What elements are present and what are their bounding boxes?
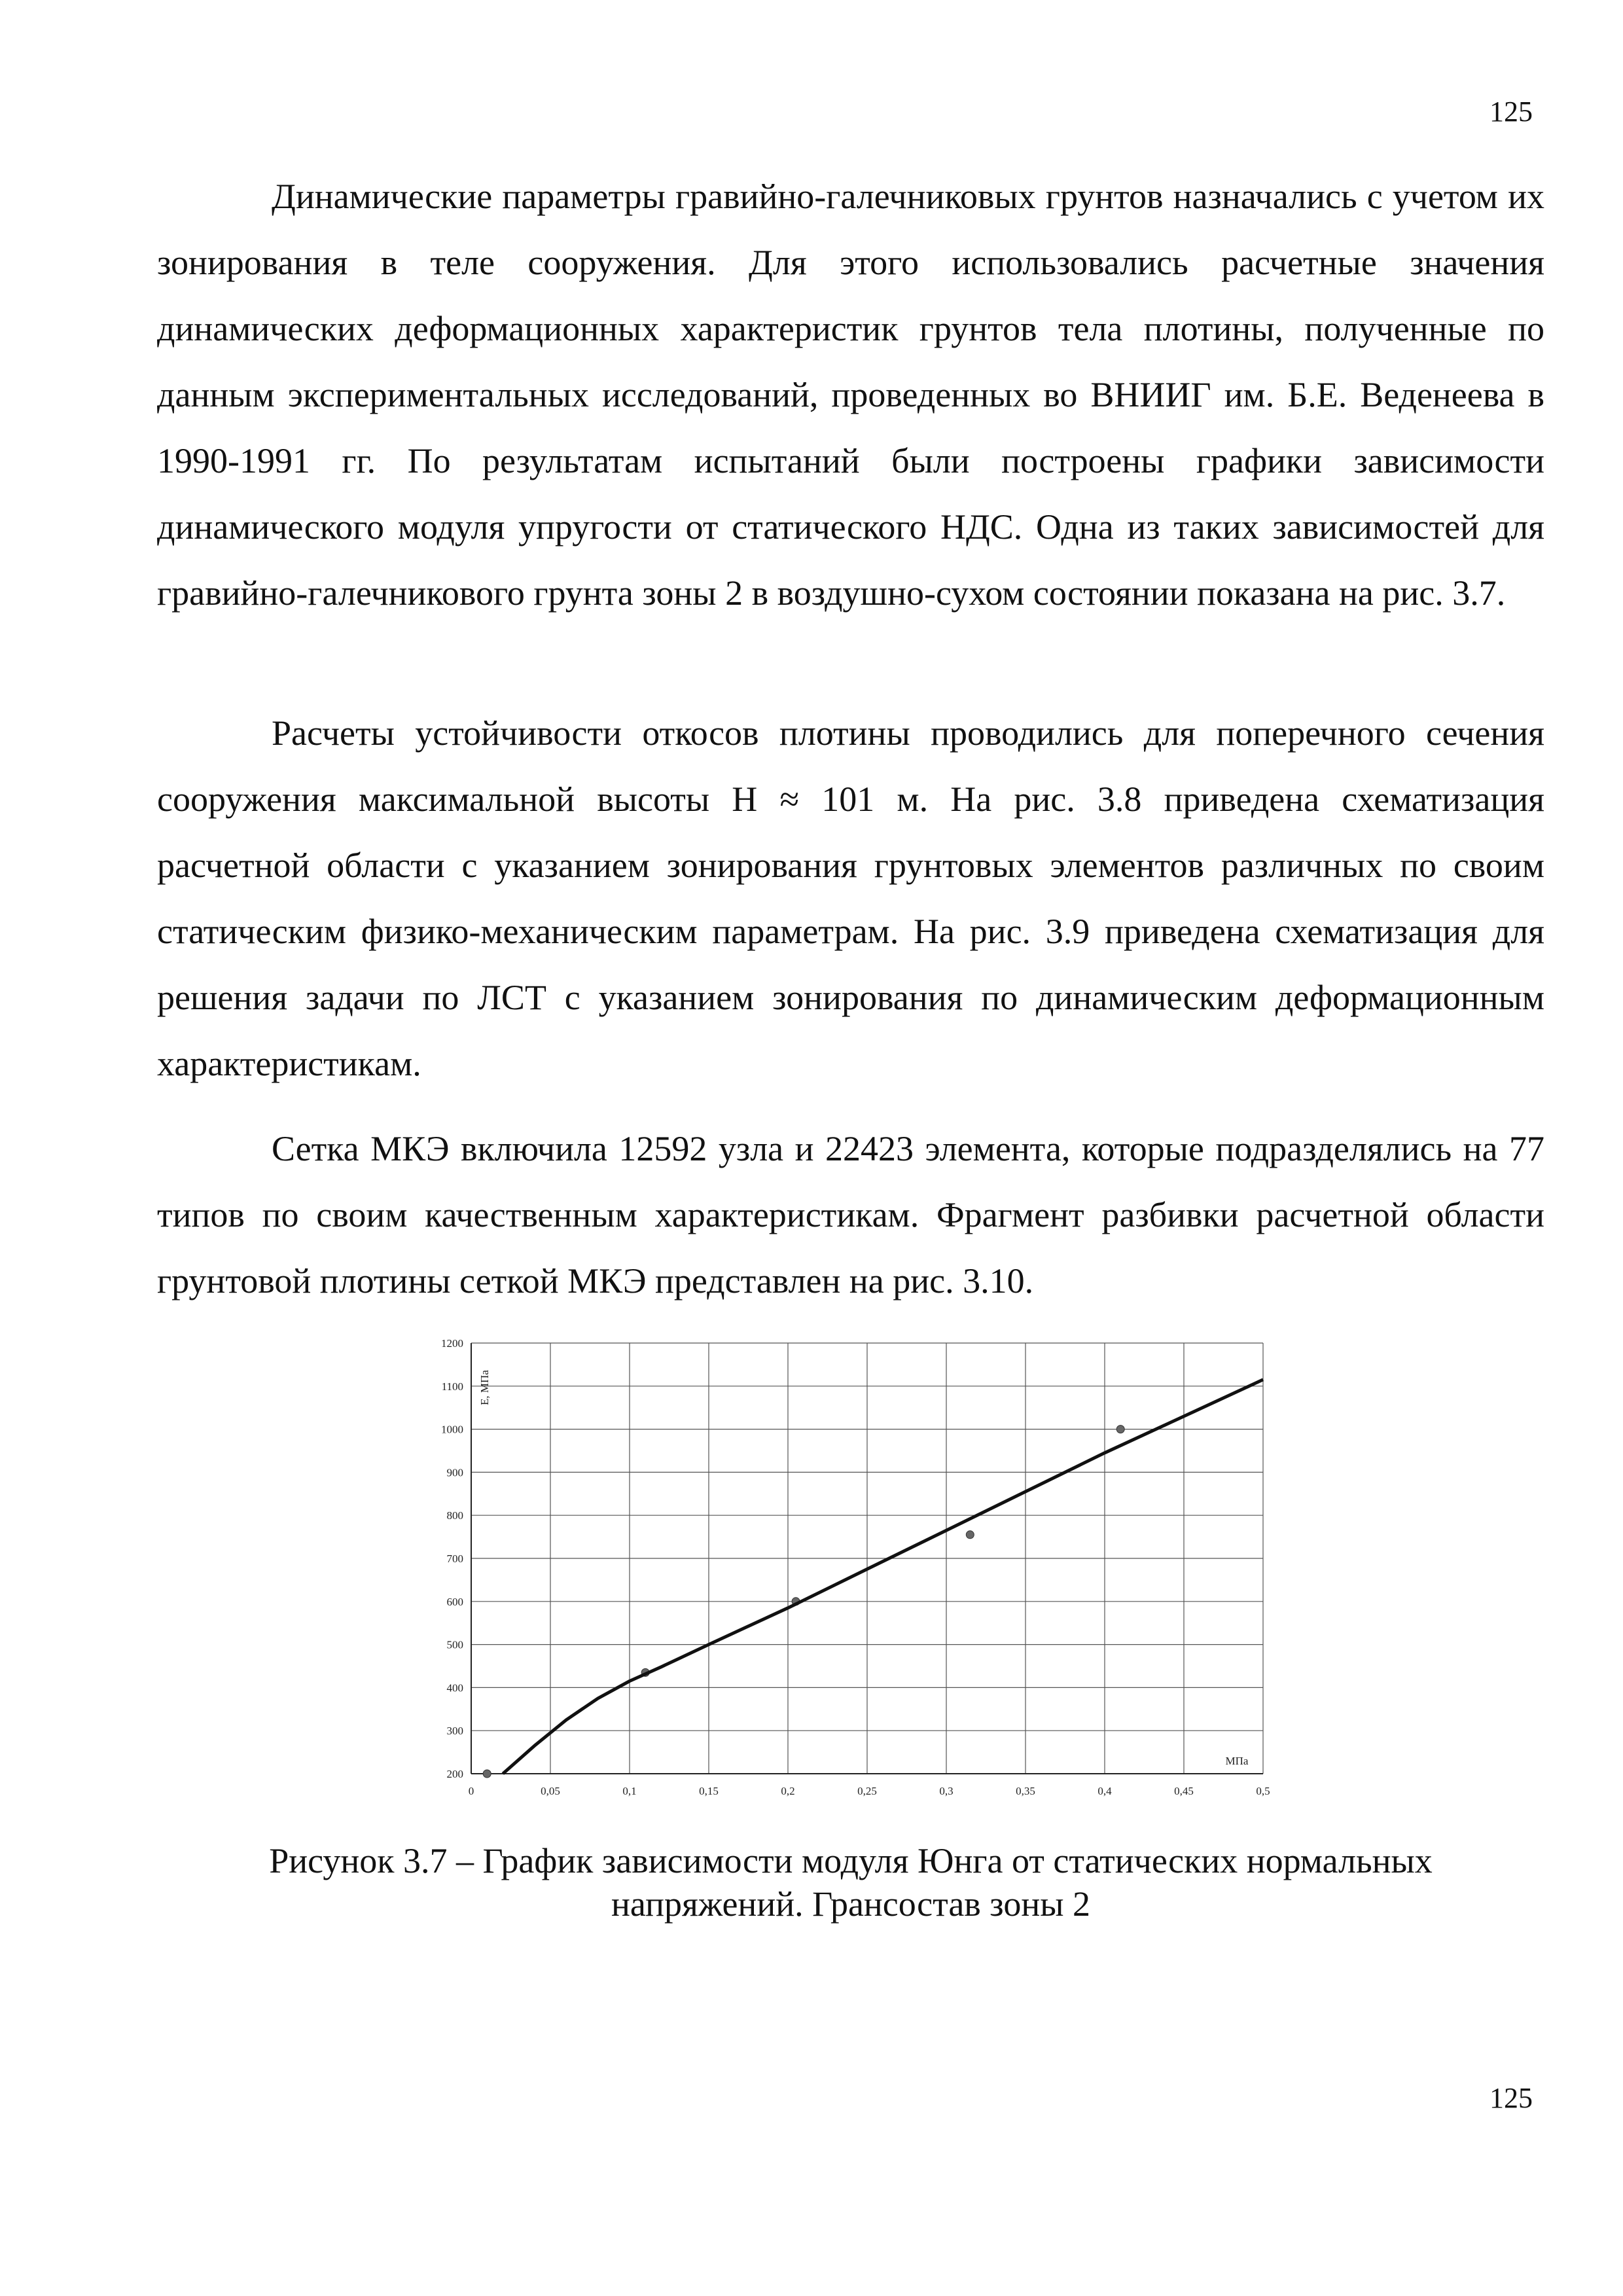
chart-svg	[419, 1329, 1283, 1806]
x-tick-label: 0,25	[857, 1785, 877, 1797]
x-tick-label: 0	[468, 1785, 474, 1797]
data-point	[483, 1770, 491, 1778]
figure-3-7-chart	[419, 1329, 1283, 1806]
y-tick-label: 600	[446, 1595, 463, 1608]
x-tick-label: 0,35	[1016, 1785, 1035, 1797]
page-number-bottom: 125	[1489, 2082, 1533, 2114]
x-tick-label: 0,05	[541, 1785, 560, 1797]
caption-line-2: напряжений. Грансостав зоны 2	[611, 1884, 1091, 1924]
y-tick-label: 400	[446, 1681, 463, 1695]
page-number-top: 125	[1489, 96, 1533, 128]
y-tick-label: 1000	[441, 1423, 463, 1436]
y-tick-label: 800	[446, 1509, 463, 1522]
y-tick-label: 900	[446, 1466, 463, 1479]
figure-caption	[157, 1839, 1544, 1926]
x-tick-label: 0,5	[1256, 1785, 1270, 1797]
x-axis-label: МПа	[1225, 1755, 1249, 1767]
caption-line-1: Рисунок 3.7 – График зависимости модуля Юнга от статических нормальных	[269, 1841, 1433, 1880]
x-tick-label: 0,15	[699, 1785, 719, 1797]
y-tick-label: 500	[446, 1638, 463, 1651]
chart-series	[483, 1380, 1263, 1778]
x-tick-label: 0,1	[622, 1785, 637, 1797]
y-tick-label: 200	[446, 1768, 463, 1780]
x-tick-label: 0,3	[939, 1785, 954, 1797]
paragraph-2	[157, 700, 1544, 1097]
chart-labels	[441, 1337, 1270, 1797]
fit-line	[503, 1380, 1263, 1774]
paragraph-3-text: Сетка МКЭ включила 12592 узла и 22423 элемента, которые подразделялись на 77 типов по своим качественным характеристикам. Фрагмент разбивки расчетной области грунтовой плотины сеткой МКЭ представлен на рис. 3.10.	[157, 1129, 1544, 1300]
y-axis-label: E, МПа	[478, 1370, 491, 1405]
paragraph-1	[157, 164, 1544, 626]
x-tick-label: 0,4	[1097, 1785, 1112, 1797]
x-tick-label: 0,2	[781, 1785, 795, 1797]
y-tick-label: 1100	[441, 1380, 463, 1393]
y-tick-label: 700	[446, 1552, 463, 1565]
y-tick-label: 1200	[441, 1337, 463, 1350]
data-point	[966, 1531, 974, 1539]
data-point	[1116, 1426, 1124, 1433]
paragraph-2-text: Расчеты устойчивости откосов плотины проводились для поперечного сечения сооружения максимальной высоты H ≈ 101 м. На рис. 3.8 приведена схематизация расчетной области с указанием зонирования грунтовых элементов различных по своим статическим физико-механическим параметрам. На рис. 3.9 приведена схематизация для решения задачи по ЛСТ с указанием зонирования по динамическим деформационным характеристикам.	[157, 713, 1544, 1083]
paragraph-1-text: Динамические параметры гравийно-галечниковых грунтов назначались с учетом их зонирования в теле сооружения. Для этого использовались расчетные значения динамических деформационных характеристик грунтов тела плотины, полученные по данным экспериментальных исследований, проведенных во ВНИИГ им. Б.Е. Веденеева в 1990-1991 гг. По результатам испытаний были построены графики зависимости динамического модуля упругости от статического НДС. Одна из таких зависимостей для гравийно-галечникового грунта зоны 2 в воздушно-сухом состоянии показана на рис. 3.7.	[157, 177, 1544, 613]
x-tick-label: 0,45	[1174, 1785, 1194, 1797]
paragraph-3	[157, 1116, 1544, 1314]
chart-grid	[471, 1343, 1263, 1774]
y-tick-label: 300	[446, 1725, 463, 1738]
